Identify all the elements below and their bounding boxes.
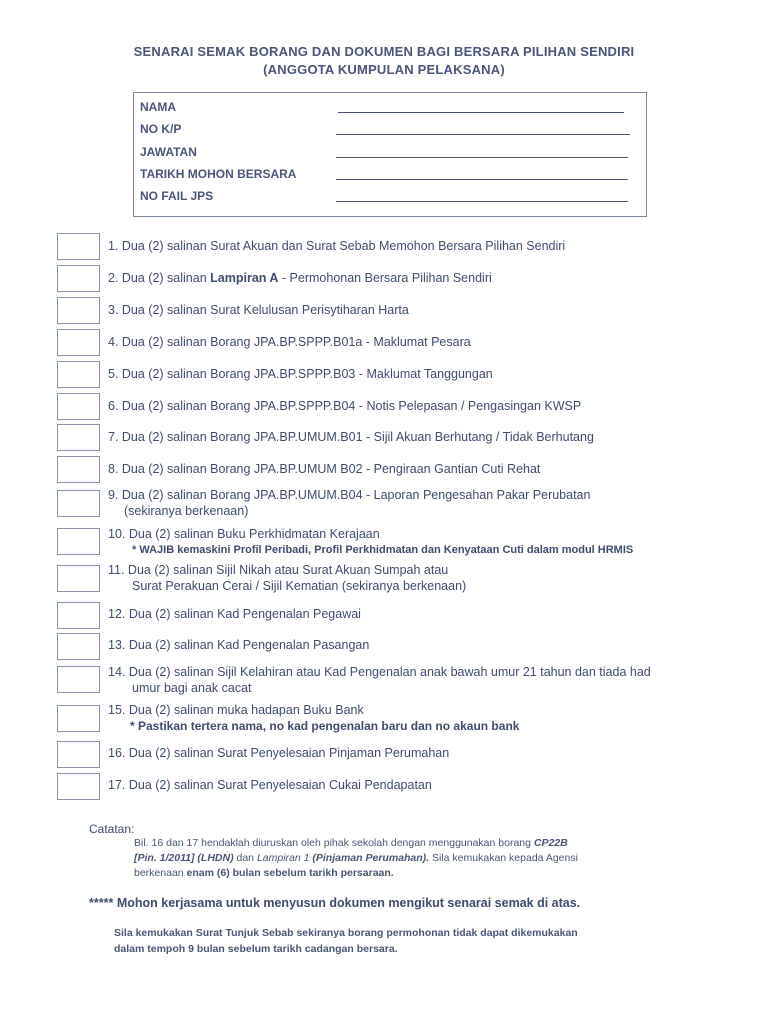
catatan-form-cp22b: CP22B bbox=[533, 837, 568, 849]
checkbox-item-1[interactable] bbox=[57, 233, 100, 260]
checklist-item-15: 15. Dua (2) salinan muka hadapan Buku Bank bbox=[108, 703, 364, 717]
item-2-suffix: - Permohonan Bersara Pilihan Sendiri bbox=[278, 271, 492, 285]
checklist-item-8: 8. Dua (2) salinan Borang JPA.BP.UMUM B02 - Pengiraan Gantian Cuti Rehat bbox=[108, 462, 541, 476]
footer-note-line-2: dalam tempoh 9 bulan sebelum tarikh cadangan bersara. bbox=[114, 943, 398, 955]
checklist-item-17: 17. Dua (2) salinan Surat Penyelesaian Cukai Pendapatan bbox=[108, 778, 432, 792]
catatan-line-3 bbox=[134, 866, 394, 881]
checkbox-item-6[interactable] bbox=[57, 393, 100, 420]
checkbox-item-2[interactable] bbox=[57, 265, 100, 292]
checkbox-item-12[interactable] bbox=[57, 602, 100, 629]
checklist-item-5: 5. Dua (2) salinan Borang JPA.BP.SPPP.B03 - Maklumat Tanggungan bbox=[108, 367, 493, 381]
checklist-item-11: 11. Dua (2) salinan Sijil Nikah atau Surat Akuan Sumpah atau bbox=[108, 563, 449, 577]
field-label-nama: NAMA bbox=[140, 100, 176, 114]
catatan-deadline: enam (6) bulan sebelum tarikh persaraan. bbox=[186, 867, 394, 879]
footer-note-line-1: Sila kemukakan Surat Tunjuk Sebab sekiranya borang permohonan tidak dapat dikemukakan bbox=[114, 927, 578, 939]
checkbox-item-7[interactable] bbox=[57, 424, 100, 451]
checklist-item-15-note: * Pastikan tertera nama, no kad pengenalan baru dan no akaun bank bbox=[130, 719, 520, 733]
checklist-item-2 bbox=[108, 270, 492, 287]
checklist-item-3: 3. Dua (2) salinan Surat Kelulusan Perisytiharan Harta bbox=[108, 303, 409, 317]
checklist-item-1: 1. Dua (2) salinan Surat Akuan dan Surat Sebab Memohon Bersara Pilihan Sendiri bbox=[108, 239, 566, 253]
checklist-item-14-line2: umur bagi anak cacat bbox=[132, 681, 252, 695]
catatan-l1-text: Bil. 16 dan 17 hendaklah diuruskan oleh pihak sekolah dengan menggunakan borang bbox=[134, 837, 534, 849]
checklist-item-12: 12. Dua (2) salinan Kad Pengenalan Pegawai bbox=[108, 607, 361, 621]
catatan-l3-text: berkenaan bbox=[134, 867, 187, 879]
checkbox-item-13[interactable] bbox=[57, 633, 100, 660]
checklist-item-4: 4. Dua (2) salinan Borang JPA.BP.SPPP.B01a - Maklumat Pesara bbox=[108, 335, 471, 349]
field-label-no-kp: NO K/P bbox=[140, 122, 182, 136]
catatan-label: Catatan: bbox=[89, 822, 135, 836]
catatan-line-2 bbox=[134, 851, 578, 866]
catatan-lampiran-1: Lampiran 1 bbox=[256, 852, 310, 864]
checkbox-item-15[interactable] bbox=[57, 705, 100, 732]
checkbox-item-16[interactable] bbox=[57, 741, 100, 768]
footer-stars: ***** bbox=[89, 896, 114, 910]
checkbox-item-17[interactable] bbox=[57, 773, 100, 800]
checkbox-item-9[interactable] bbox=[57, 490, 100, 517]
item-2-prefix: 2. Dua (2) salinan bbox=[108, 271, 211, 285]
field-line-tarikh[interactable] bbox=[336, 179, 628, 180]
field-line-nama[interactable] bbox=[338, 112, 624, 113]
field-label-no-fail: NO FAIL JPS bbox=[140, 189, 214, 203]
checklist-item-7: 7. Dua (2) salinan Borang JPA.BP.UMUM.B01 - Sijil Akuan Berhutang / Tidak Berhutang bbox=[108, 430, 594, 444]
checklist-item-10-note: * WAJIB kemaskini Profil Peribadi, Profil Perkhidmatan dan Kenyataan Cuti dalam modul HRMIS bbox=[132, 544, 634, 556]
field-label-jawatan: JAWATAN bbox=[140, 145, 197, 159]
catatan-l2-dan: dan bbox=[233, 852, 257, 864]
checkbox-item-4[interactable] bbox=[57, 329, 100, 356]
field-label-tarikh: TARIKH MOHON BERSARA bbox=[140, 167, 297, 181]
checklist-item-9-line2: (sekiranya berkenaan) bbox=[124, 504, 249, 518]
checklist-item-11-line2: Surat Perakuan Cerai / Sijil Kematian (sekiranya berkenaan) bbox=[132, 579, 467, 593]
checkbox-item-10[interactable] bbox=[57, 528, 100, 555]
checkbox-item-5[interactable] bbox=[57, 361, 100, 388]
checklist-item-16: 16. Dua (2) salinan Surat Penyelesaian Pinjaman Perumahan bbox=[108, 746, 450, 760]
checklist-item-14: 14. Dua (2) salinan Sijil Kelahiran atau Kad Pengenalan anak bawah umur 21 tahun dan tiada had bbox=[108, 665, 651, 679]
checklist-item-13: 13. Dua (2) salinan Kad Pengenalan Pasangan bbox=[108, 638, 370, 652]
checklist-item-6: 6. Dua (2) salinan Borang JPA.BP.SPPP.B04 - Notis Pelepasan / Pengasingan KWSP bbox=[108, 399, 582, 413]
checkbox-item-11[interactable] bbox=[57, 565, 100, 592]
document-subtitle: (ANGGOTA KUMPULAN PELAKSANA) bbox=[263, 62, 505, 77]
field-line-no-kp[interactable] bbox=[336, 134, 630, 135]
document-title: SENARAI SEMAK BORANG DAN DOKUMEN BAGI BERSARA PILIHAN SENDIRI bbox=[133, 44, 635, 59]
catatan-l2-agensi: Sila kemukakan kepada Agensi bbox=[429, 852, 578, 864]
checklist-item-10: 10. Dua (2) salinan Buku Perkhidmatan Kerajaan bbox=[108, 527, 380, 541]
footer-appeal bbox=[89, 896, 580, 910]
catatan-pinjaman: (Pinjaman Perumahan). bbox=[309, 852, 430, 864]
field-line-no-fail[interactable] bbox=[336, 201, 628, 202]
item-2-bold-lampiran: Lampiran A bbox=[210, 271, 279, 285]
checkbox-item-8[interactable] bbox=[57, 456, 100, 483]
catatan-pin-lhdn: [Pin. 1/2011] (LHDN) bbox=[134, 852, 234, 864]
checkbox-item-14[interactable] bbox=[57, 666, 100, 693]
catatan-line-1 bbox=[134, 836, 568, 851]
field-line-jawatan[interactable] bbox=[336, 157, 628, 158]
checkbox-item-3[interactable] bbox=[57, 297, 100, 324]
footer-appeal-text: Mohon kerjasama untuk menyusun dokumen mengikut senarai semak di atas. bbox=[116, 896, 581, 910]
checklist-item-9: 9. Dua (2) salinan Borang JPA.BP.UMUM.B04 - Laporan Pengesahan Pakar Perubatan bbox=[108, 488, 591, 502]
